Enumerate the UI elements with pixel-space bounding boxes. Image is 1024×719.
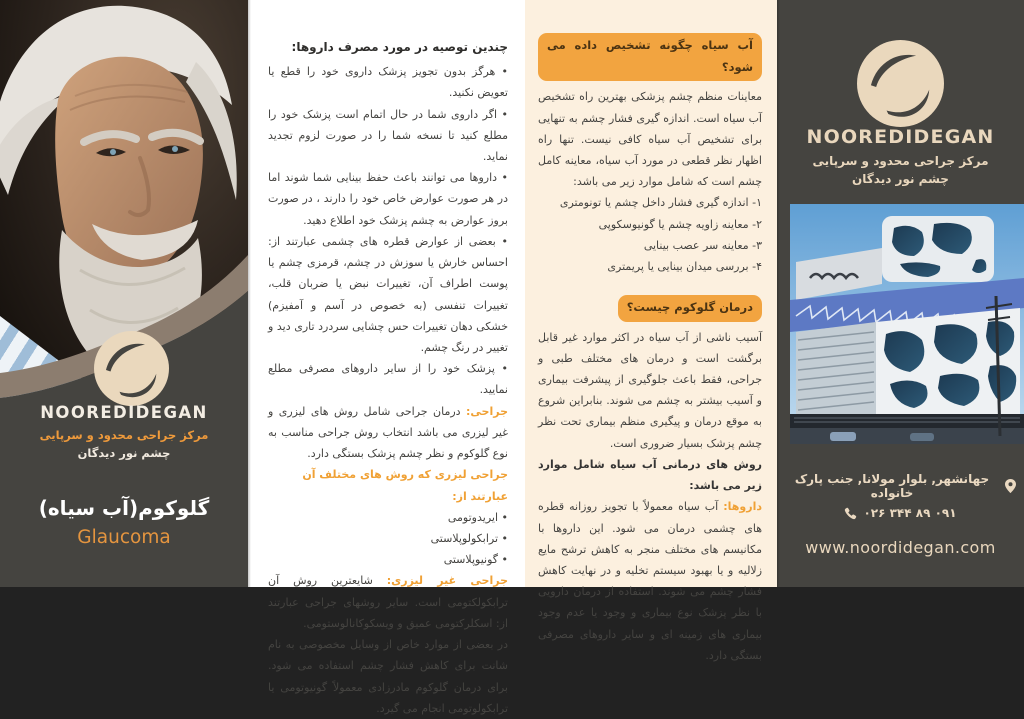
fold-line [777, 0, 780, 587]
drugs-label: داروها: [723, 500, 762, 514]
nooredidegan-logo-icon [94, 331, 169, 406]
brochure-title-farsi: گلوکوم(آب سیاه) [38, 496, 210, 520]
closing-paragraph: در بعضی از موارد خاص از وسایل مخصوصی به نام شانت برای کاهش فشار چشم استفاده می شود. برای درمان گلوکوم مادرزادی معمولاً گونیوتومی یا ترابکولوتومی انجام می گیرد. [268, 638, 508, 715]
address-text: جهانشهر, بلوار مولانا, جنب پارک خانواده [794, 472, 990, 500]
brand-subtitle-2: چشم نور دیدگان [852, 172, 949, 186]
website-url: www.noordidegan.com [805, 538, 996, 557]
advice-header: چندین توصیه در مورد مصرف داروها: [291, 40, 508, 54]
advice-bullet: • داروها می توانند باعث حفظ بینایی شما شوند اما در هر صورت عوارض خاص خود را دارند ، در صورت بروز عوارض به چشم پزشک خود اطلاع دهید. [268, 171, 508, 227]
laser-surgery-header: جراحی لیزری که روش های مختلف آن عبارتند از: [302, 468, 508, 503]
fold-line [248, 0, 251, 587]
laser-method-item: • ایریدوتومی [447, 510, 508, 524]
advice-bullet: • پزشک خود را از سایر داروهای مصرفی مطلع نمایید. [268, 362, 508, 397]
brand-subtitle-1: مرکز جراحی محدود و سرپایی [812, 154, 989, 168]
building-illustration [790, 204, 1024, 444]
contact-block [785, 466, 1016, 520]
treatment-methods-line: روش های درمانی آب سیاه شامل موارد زیر می باشد: [538, 457, 762, 493]
drugs-text: آب سیاه معمولاً با تجویز روزانه قطره های چشمی درمان می شود. این داروها با مکانیسم های مختلف منجر به کاهش ترشح مایع زلالیه و یا بهبود سیستم تخلیه و در نهایت کاهش فشار چشم می شوند. استفاده از درمان دارویی با نظر پزشک نوع بیماری و وجود یا عدم وجود بیماری های زمینه ای و سایر داروهای مصرفی بستگی دارد. [538, 500, 762, 662]
brand-subtitle-2: چشم نور دیدگان [77, 446, 171, 460]
nonlaser-text: شایعترین روش آن ترابکولکتومی است. سایر روشهای جراحی عبارتند از: اسکلرکتومی عمیق و ویسکوکانالوستومی. [268, 574, 508, 630]
brand-subtitle-1: مرکز جراحی محدود و سرپایی [39, 428, 209, 442]
phone-number: ۰۲۶ ۳۴۴ ۸۹ ۰۹۱ [863, 506, 957, 520]
brand-name: NOOREDIDEGAN [806, 126, 995, 148]
diagnosis-step: ۴- بررسی میدان بینایی یا پریمتری [607, 260, 762, 274]
surgery-text: درمان جراحی شامل روش های لیزری و غیر لیزری می باشد انتخاب روش جراحی مناسب به نوع گلوکوم و نظر چشم پزشک بستگی دارد. [268, 404, 508, 461]
surgery-paragraph [268, 401, 508, 465]
clinic-building-photo [790, 204, 1024, 444]
drugs-paragraph [538, 496, 762, 666]
diagnosis-step: ۱- اندازه گیری فشار داخل چشم یا تونومتری [559, 196, 762, 210]
diagnosis-header-pill: آب سیاه چگونه تشخیص داده می شود؟ [538, 33, 762, 81]
nonlaser-paragraph [268, 570, 508, 634]
laser-method-item: • گونیوپلاستی [443, 553, 508, 567]
laser-method-item: • ترابکولوپلاستی [430, 531, 508, 545]
advice-column [248, 0, 525, 715]
advice-bullet: • بعضی از عوارض قطره های چشمی عبارتند از: احساس خارش یا سوزش در چشم، قرمزی چشم یا پوست اطراف آن، تغییرات نبض یا ضربان قلب، تغییرات تنفسی (به خصوص در آسم و آمفیزم) خشکی دهان تغییرات حس چشایی سردرد تاری دید و تغییر در رنگ چشم. [268, 234, 508, 354]
nonlaser-label: جراحی غیر لیزری: [386, 574, 508, 588]
address-row [785, 472, 1016, 500]
back-cover-panel [777, 0, 1024, 587]
treatment-body: آسیب ناشی از آب سیاه در اکثر موارد غیر قابل برگشت است و درمان های مختلف طبی و جراحی، فقط باعث جلوگیری از پیشرفت بیماری و آسیب بیشتر به چشم می شوند. بنابراین شروع به موقع درمان و پیگیری منظم بیماری تحت نظر چشم پزشک بسیار ضروری است. [538, 330, 762, 450]
diagnosis-step: ۲- معاینه زاویه چشم یا گونیوسکوپی [598, 217, 762, 231]
diagnosis-step: ۳- معاینه سر عصب بینایی [643, 238, 762, 252]
treatment-header-pill: درمان گلوکوم چیست؟ [618, 295, 762, 321]
location-pin-icon [1005, 479, 1016, 493]
advice-bullet: • اگر داروی شما در حال اتمام است پزشک خود را مطلع کنید تا نسخه شما را در صورت لزوم تجدید نماید. [268, 107, 508, 164]
phone-icon [844, 507, 857, 520]
cover-panel [0, 0, 248, 587]
diagnosis-column [525, 0, 777, 662]
diagnosis-body: معاینات منظم چشم پزشکی بهترین راه تشخیص آب سیاه است. اندازه گیری فشار چشم به تنهایی برای تشخیص آب سیاه کافی نیست. تنها راه اظهار نظر قطعی در مورد آب سیاه، معاینه کامل چشم است که شامل موارد زیر می باشد: [538, 90, 762, 189]
brand-name: NOOREDIDEGAN [40, 403, 208, 422]
nooredidegan-logo-icon [857, 40, 944, 127]
advice-bullet: • هرگز بدون تجویز پزشک داروی خود را قطع یا تعویض نکنید. [268, 65, 508, 100]
surgery-label: جراحی: [466, 404, 508, 418]
phone-row [785, 506, 1016, 520]
brochure-title-english: Glaucoma [77, 527, 171, 548]
